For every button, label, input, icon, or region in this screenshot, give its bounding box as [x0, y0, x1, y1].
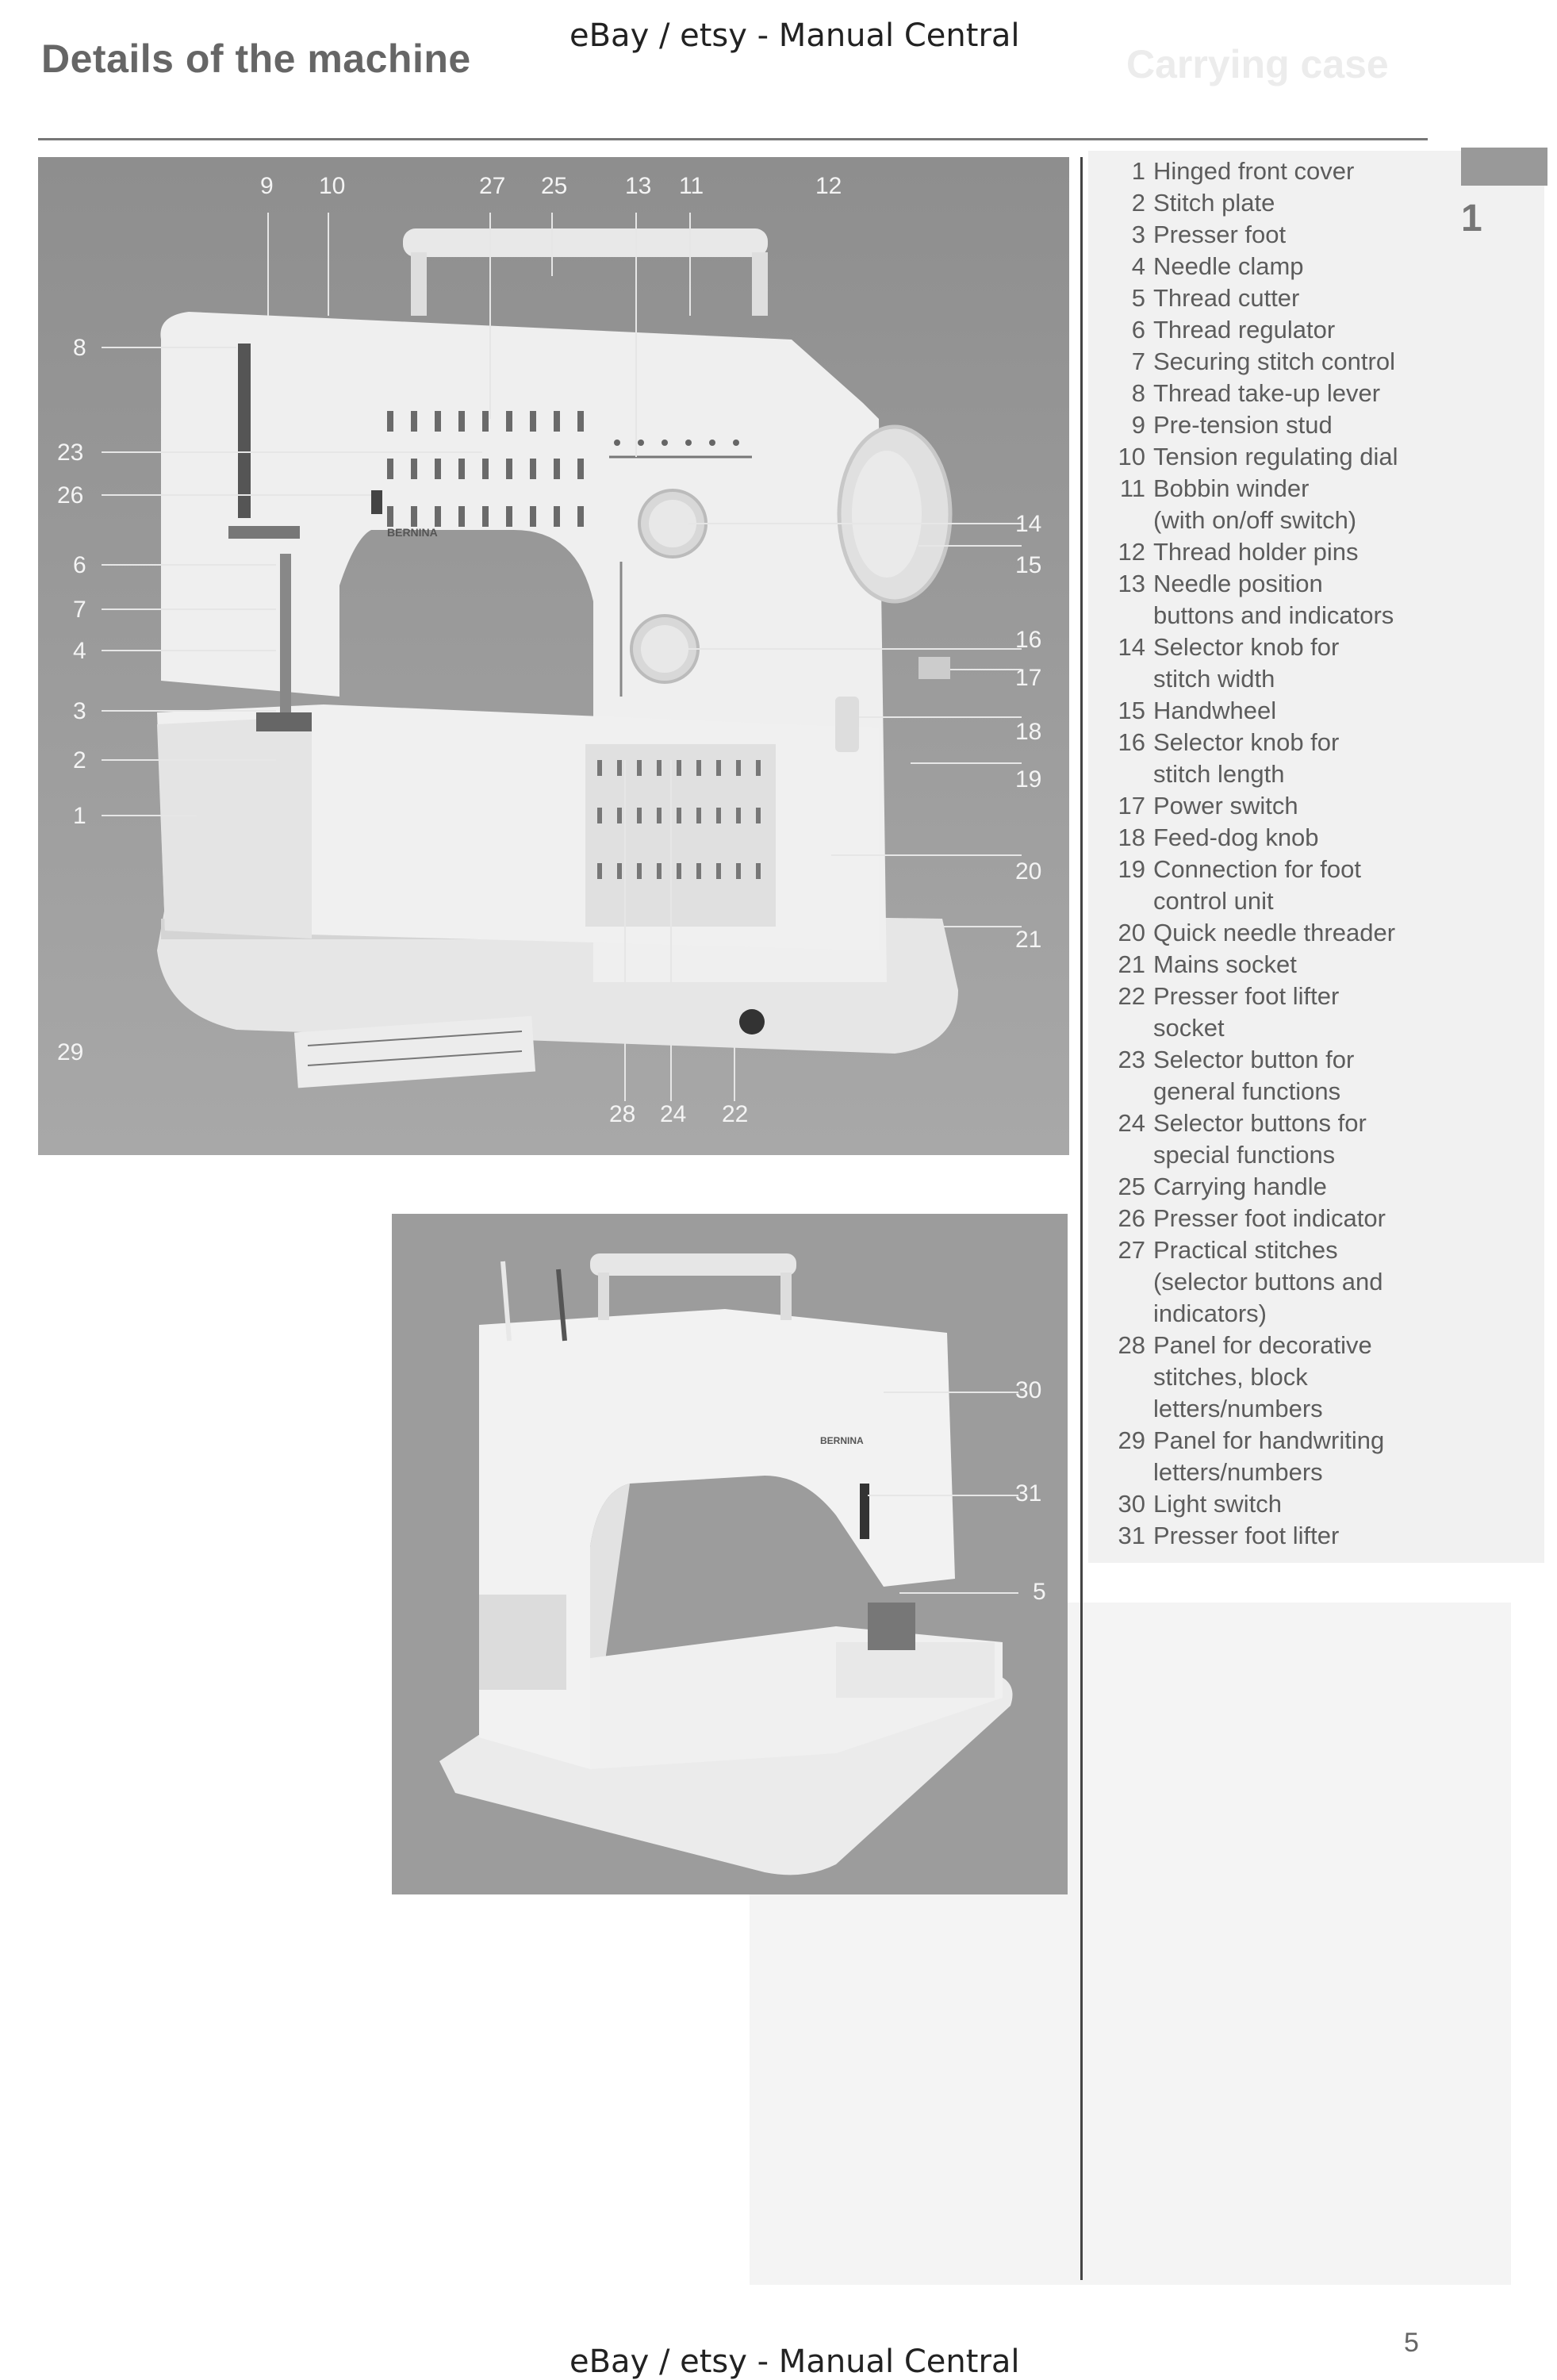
- callout-24: 24: [660, 1101, 687, 1127]
- legend-label: [1153, 981, 1434, 1044]
- legend-label-line: Quick needle threader: [1153, 919, 1396, 946]
- callout-2: 2: [73, 747, 86, 774]
- legend-number: 11: [1119, 474, 1145, 502]
- legend-label-line: Handwheel: [1153, 697, 1277, 724]
- legend-label: [1153, 917, 1434, 949]
- legend-number: 25: [1118, 1173, 1145, 1200]
- legend-label: [1153, 790, 1434, 822]
- legend-label: [1153, 1044, 1434, 1107]
- legend-label-line: letters/numbers: [1153, 1395, 1323, 1422]
- legend-label: [1153, 1171, 1434, 1203]
- legend-label-line: (with on/off switch): [1153, 506, 1357, 534]
- legend-number: 21: [1118, 950, 1145, 978]
- machine-back-illustration: [392, 1214, 1068, 1894]
- legend-item: [1101, 1107, 1434, 1171]
- legend-label: [1153, 1425, 1434, 1488]
- legend-number: 14: [1118, 633, 1145, 661]
- legend-item: [1101, 1488, 1434, 1520]
- callout-10: 10: [319, 173, 346, 199]
- legend-item: [1101, 1425, 1434, 1488]
- legend-number: 10: [1118, 443, 1145, 470]
- legend-number: 6: [1131, 316, 1145, 344]
- legend-number: 5: [1131, 284, 1145, 312]
- legend-label-line: Power switch: [1153, 792, 1298, 820]
- callout-17: 17: [1015, 665, 1042, 691]
- column-rule: [1080, 157, 1083, 2280]
- legend-item: [1101, 981, 1434, 1044]
- legend-item: [1101, 441, 1434, 473]
- callout-29: 29: [57, 1039, 84, 1065]
- chapter-tab: [1461, 148, 1547, 186]
- legend-label: [1153, 1203, 1434, 1234]
- legend-item: [1101, 917, 1434, 949]
- legend-label-line: Stitch plate: [1153, 189, 1275, 217]
- brand-label-back: BERNINA: [820, 1435, 864, 1446]
- legend-label: [1153, 949, 1434, 981]
- legend-label: [1153, 187, 1434, 219]
- legend-item: [1101, 1234, 1434, 1330]
- legend-item: [1101, 378, 1434, 409]
- legend-label: [1153, 473, 1434, 536]
- legend-label: [1153, 1234, 1434, 1330]
- legend-item: [1101, 536, 1434, 568]
- legend-label: [1153, 1107, 1434, 1171]
- ghost-heading: Carrying case: [1126, 42, 1389, 86]
- header-rule: [38, 138, 1428, 140]
- callout-13: 13: [625, 173, 652, 199]
- legend-label-line: stitch width: [1153, 665, 1275, 693]
- legend-item: [1101, 854, 1434, 917]
- legend-label-line: Selector knob for: [1153, 633, 1340, 661]
- legend-label: [1153, 155, 1434, 187]
- legend-label-line: Needle clamp: [1153, 252, 1304, 280]
- callout-21: 21: [1015, 927, 1042, 953]
- legend-label-line: Presser foot indicator: [1153, 1204, 1386, 1232]
- legend-label-line: control unit: [1153, 887, 1274, 915]
- legend-item: [1101, 155, 1434, 187]
- legend-number: 24: [1118, 1109, 1145, 1137]
- legend-item: [1101, 314, 1434, 346]
- legend-item: [1101, 1203, 1434, 1234]
- legend-label-line: Selector knob for: [1153, 728, 1340, 756]
- machine-back-photo: [392, 1214, 1068, 1894]
- legend-item: [1101, 346, 1434, 378]
- legend-number: 17: [1118, 792, 1145, 820]
- legend-item: [1101, 473, 1434, 536]
- legend-label-line: Needle position: [1153, 570, 1323, 597]
- callout-3: 3: [73, 698, 86, 724]
- legend-item: [1101, 949, 1434, 981]
- legend-number: 29: [1118, 1426, 1145, 1454]
- legend-label: [1153, 282, 1434, 314]
- legend-label-line: general functions: [1153, 1077, 1341, 1105]
- callout-22: 22: [722, 1101, 749, 1127]
- callout-28: 28: [609, 1101, 636, 1127]
- legend-label: [1153, 822, 1434, 854]
- callout-14: 14: [1015, 511, 1042, 537]
- legend-label-line: socket: [1153, 1014, 1225, 1042]
- legend-label: [1153, 378, 1434, 409]
- legend-number: 15: [1118, 697, 1145, 724]
- callout-20: 20: [1015, 858, 1042, 885]
- legend-item: [1101, 790, 1434, 822]
- callout-12: 12: [815, 173, 842, 199]
- watermark-top: eBay / etsy - Manual Central: [569, 17, 1020, 54]
- legend-label-line: Presser foot: [1153, 221, 1287, 248]
- legend-label-line: Mains socket: [1153, 950, 1297, 978]
- legend-label-line: Presser foot lifter: [1153, 982, 1340, 1010]
- legend-label-line: Selector button for: [1153, 1046, 1355, 1073]
- callout-5: 5: [1033, 1579, 1046, 1605]
- legend-number: 12: [1118, 538, 1145, 566]
- callout-15: 15: [1015, 552, 1042, 578]
- legend-item: [1101, 631, 1434, 695]
- callout-23: 23: [57, 440, 84, 466]
- legend-label-line: Thread regulator: [1153, 316, 1336, 344]
- legend-label-line: Practical stitches: [1153, 1236, 1338, 1264]
- page-title: Details of the machine: [41, 36, 471, 81]
- legend-label: [1153, 219, 1434, 251]
- legend-label-line: Tension regulating dial: [1153, 443, 1398, 470]
- legend-number: 8: [1131, 379, 1145, 407]
- parts-legend: [1101, 155, 1434, 1552]
- legend-label: [1153, 346, 1434, 378]
- callout-7: 7: [73, 597, 86, 623]
- legend-label: [1153, 854, 1434, 917]
- legend-item: [1101, 727, 1434, 790]
- legend-label-line: Presser foot lifter: [1153, 1522, 1340, 1549]
- page-number: 5: [1404, 2328, 1419, 2358]
- legend-item: [1101, 568, 1434, 631]
- legend-label-line: Selector buttons for: [1153, 1109, 1367, 1137]
- legend-label-line: stitches, block: [1153, 1363, 1308, 1391]
- legend-label-line: Carrying handle: [1153, 1173, 1327, 1200]
- callout-18: 18: [1015, 719, 1042, 745]
- legend-number: 23: [1118, 1046, 1145, 1073]
- legend-item: [1101, 251, 1434, 282]
- legend-label-line: (selector buttons and: [1153, 1268, 1383, 1296]
- legend-label-line: Hinged front cover: [1153, 157, 1355, 185]
- callout-1: 1: [73, 803, 86, 829]
- legend-label: [1153, 1330, 1434, 1425]
- legend-item: [1101, 1044, 1434, 1107]
- legend-number: 4: [1131, 252, 1145, 280]
- legend-item: [1101, 1171, 1434, 1203]
- legend-number: 28: [1118, 1331, 1145, 1359]
- machine-front-photo: [38, 157, 1069, 1155]
- callout-4: 4: [73, 638, 86, 664]
- watermark-bottom: eBay / etsy - Manual Central: [569, 2344, 1020, 2380]
- legend-label-line: Pre-tension stud: [1153, 411, 1333, 439]
- legend-label: [1153, 568, 1434, 631]
- machine-front-illustration: [38, 157, 1069, 1155]
- legend-number: 13: [1118, 570, 1145, 597]
- legend-number: 31: [1118, 1522, 1145, 1549]
- legend-number: 3: [1131, 221, 1145, 248]
- legend-label-line: Connection for foot: [1153, 855, 1361, 883]
- legend-number: 1: [1131, 157, 1145, 185]
- legend-label: [1153, 1520, 1434, 1552]
- legend-number: 16: [1118, 728, 1145, 756]
- legend-item: [1101, 187, 1434, 219]
- legend-label: [1153, 536, 1434, 568]
- legend-number: 7: [1131, 347, 1145, 375]
- legend-item: [1101, 219, 1434, 251]
- legend-label: [1153, 314, 1434, 346]
- legend-label-line: Thread holder pins: [1153, 538, 1359, 566]
- legend-label-line: Thread take-up lever: [1153, 379, 1381, 407]
- legend-item: [1101, 1520, 1434, 1552]
- legend-label: [1153, 1488, 1434, 1520]
- legend-number: 9: [1131, 411, 1145, 439]
- legend-number: 22: [1118, 982, 1145, 1010]
- legend-label-line: special functions: [1153, 1141, 1336, 1169]
- legend-item: [1101, 1330, 1434, 1425]
- legend-label-line: Securing stitch control: [1153, 347, 1395, 375]
- legend-label: [1153, 409, 1434, 441]
- legend-label: [1153, 695, 1434, 727]
- chapter-number: 1: [1461, 198, 1482, 240]
- callout-30: 30: [1015, 1377, 1042, 1403]
- legend-number: 19: [1118, 855, 1145, 883]
- legend-label-line: Thread cutter: [1153, 284, 1300, 312]
- brand-label: BERNINA: [387, 526, 438, 539]
- legend-label-line: stitch length: [1153, 760, 1285, 788]
- legend-item: [1101, 282, 1434, 314]
- callout-9: 9: [260, 173, 274, 199]
- legend-label: [1153, 251, 1434, 282]
- legend-label-line: Panel for decorative: [1153, 1331, 1372, 1359]
- callout-31: 31: [1015, 1480, 1042, 1507]
- legend-label-line: indicators): [1153, 1299, 1267, 1327]
- legend-label-line: Bobbin winder: [1153, 474, 1310, 502]
- legend-item: [1101, 822, 1434, 854]
- legend-label: [1153, 441, 1434, 473]
- legend-number: 20: [1118, 919, 1145, 946]
- callout-27: 27: [479, 173, 506, 199]
- legend-label-line: Light switch: [1153, 1490, 1282, 1518]
- legend-label-line: letters/numbers: [1153, 1458, 1323, 1486]
- legend-number: 27: [1118, 1236, 1145, 1264]
- legend-label-line: Panel for handwriting: [1153, 1426, 1385, 1454]
- legend-number: 30: [1118, 1490, 1145, 1518]
- legend-label: [1153, 631, 1434, 695]
- legend-label: [1153, 727, 1434, 790]
- legend-item: [1101, 409, 1434, 441]
- legend-item: [1101, 695, 1434, 727]
- callout-26: 26: [57, 482, 84, 509]
- callout-6: 6: [73, 552, 86, 578]
- legend-number: 18: [1118, 823, 1145, 851]
- callout-16: 16: [1015, 627, 1042, 653]
- callout-25: 25: [541, 173, 568, 199]
- legend-label-line: Feed-dog knob: [1153, 823, 1319, 851]
- legend-label-line: buttons and indicators: [1153, 601, 1394, 629]
- callout-8: 8: [73, 335, 86, 361]
- legend-number: 2: [1131, 189, 1145, 217]
- callout-19: 19: [1015, 766, 1042, 793]
- callout-11: 11: [679, 173, 704, 199]
- legend-number: 26: [1118, 1204, 1145, 1232]
